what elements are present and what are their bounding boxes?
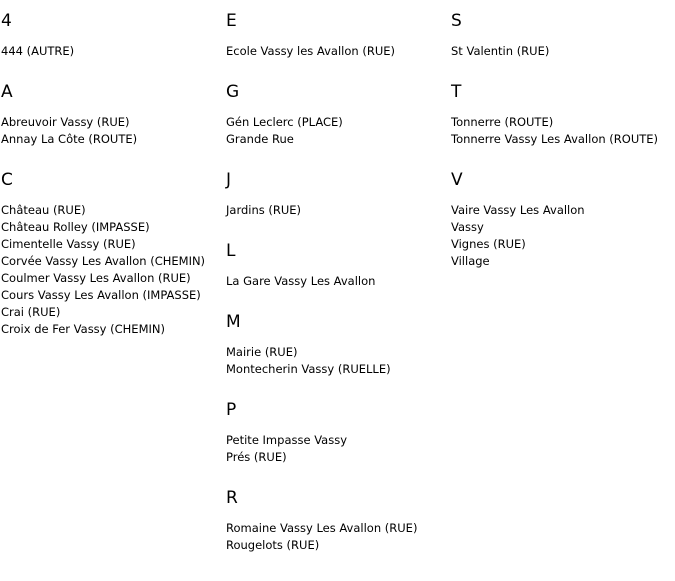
- street-item: Rougelots (RUE): [226, 538, 320, 552]
- street-item: Jardins (RUE): [226, 203, 302, 217]
- index-column: [1, 11, 223, 360]
- letter-heading: C: [1, 170, 13, 190]
- letter-group: [226, 241, 448, 290]
- letter-group: [1, 11, 223, 60]
- street-item: Ecole Vassy les Avallon (RUE): [226, 44, 395, 58]
- letter-group: [451, 11, 673, 60]
- street-item: Château (RUE): [1, 203, 86, 217]
- letter-heading: J: [226, 170, 232, 190]
- index-column: [226, 11, 448, 576]
- street-item: Tonnerre (ROUTE): [451, 115, 554, 129]
- street-item: Annay La Côte (ROUTE): [1, 132, 138, 146]
- street-item: Romaine Vassy Les Avallon (RUE): [226, 521, 418, 535]
- street-item: Tonnerre Vassy Les Avallon (ROUTE): [451, 132, 659, 146]
- letter-heading: E: [226, 11, 237, 31]
- letter-group: [226, 312, 448, 378]
- street-item: Cimentelle Vassy (RUE): [1, 237, 136, 251]
- street-item: Château Rolley (IMPASSE): [1, 220, 150, 234]
- letter-group: [451, 82, 673, 148]
- letter-group: [226, 82, 448, 148]
- letter-heading: L: [226, 241, 236, 261]
- letter-group: [226, 400, 448, 466]
- letter-heading: V: [451, 170, 463, 190]
- letter-group: [1, 82, 223, 148]
- street-item: Crai (RUE): [1, 305, 61, 319]
- letter-heading: T: [451, 82, 462, 102]
- street-item: Gén Leclerc (PLACE): [226, 115, 343, 129]
- letter-heading: R: [226, 488, 238, 508]
- letter-group: [226, 488, 448, 554]
- letter-heading: P: [226, 400, 237, 420]
- letter-heading: A: [1, 82, 13, 102]
- street-item: Cours Vassy Les Avallon (IMPASSE): [1, 288, 201, 302]
- street-item: Croix de Fer Vassy (CHEMIN): [1, 322, 165, 336]
- letter-group: [451, 170, 673, 270]
- street-item: Montecherin Vassy (RUELLE): [226, 362, 391, 376]
- letter-heading: M: [226, 312, 241, 332]
- street-item: Vassy: [451, 220, 484, 234]
- letter-group: [226, 170, 448, 219]
- street-item: Vignes (RUE): [451, 237, 526, 251]
- street-item: Prés (RUE): [226, 450, 287, 464]
- street-item: La Gare Vassy Les Avallon: [226, 274, 376, 288]
- street-item: Abreuvoir Vassy (RUE): [1, 115, 130, 129]
- street-item: St Valentin (RUE): [451, 44, 550, 58]
- letter-heading: S: [451, 11, 462, 31]
- letter-group: [226, 11, 448, 60]
- letter-group: [1, 170, 223, 338]
- letter-heading: 4: [1, 11, 12, 31]
- street-item: Petite Impasse Vassy: [226, 433, 348, 447]
- street-item: Corvée Vassy Les Avallon (CHEMIN): [1, 254, 206, 268]
- street-item: Grande Rue: [226, 132, 294, 146]
- street-item: Village: [451, 254, 490, 268]
- index-column: [451, 11, 673, 292]
- street-item: Vaire Vassy Les Avallon: [451, 203, 585, 217]
- letter-heading: G: [226, 82, 240, 102]
- street-item: Coulmer Vassy Les Avallon (RUE): [1, 271, 191, 285]
- street-item: Mairie (RUE): [226, 345, 298, 359]
- street-item: 444 (AUTRE): [1, 44, 75, 58]
